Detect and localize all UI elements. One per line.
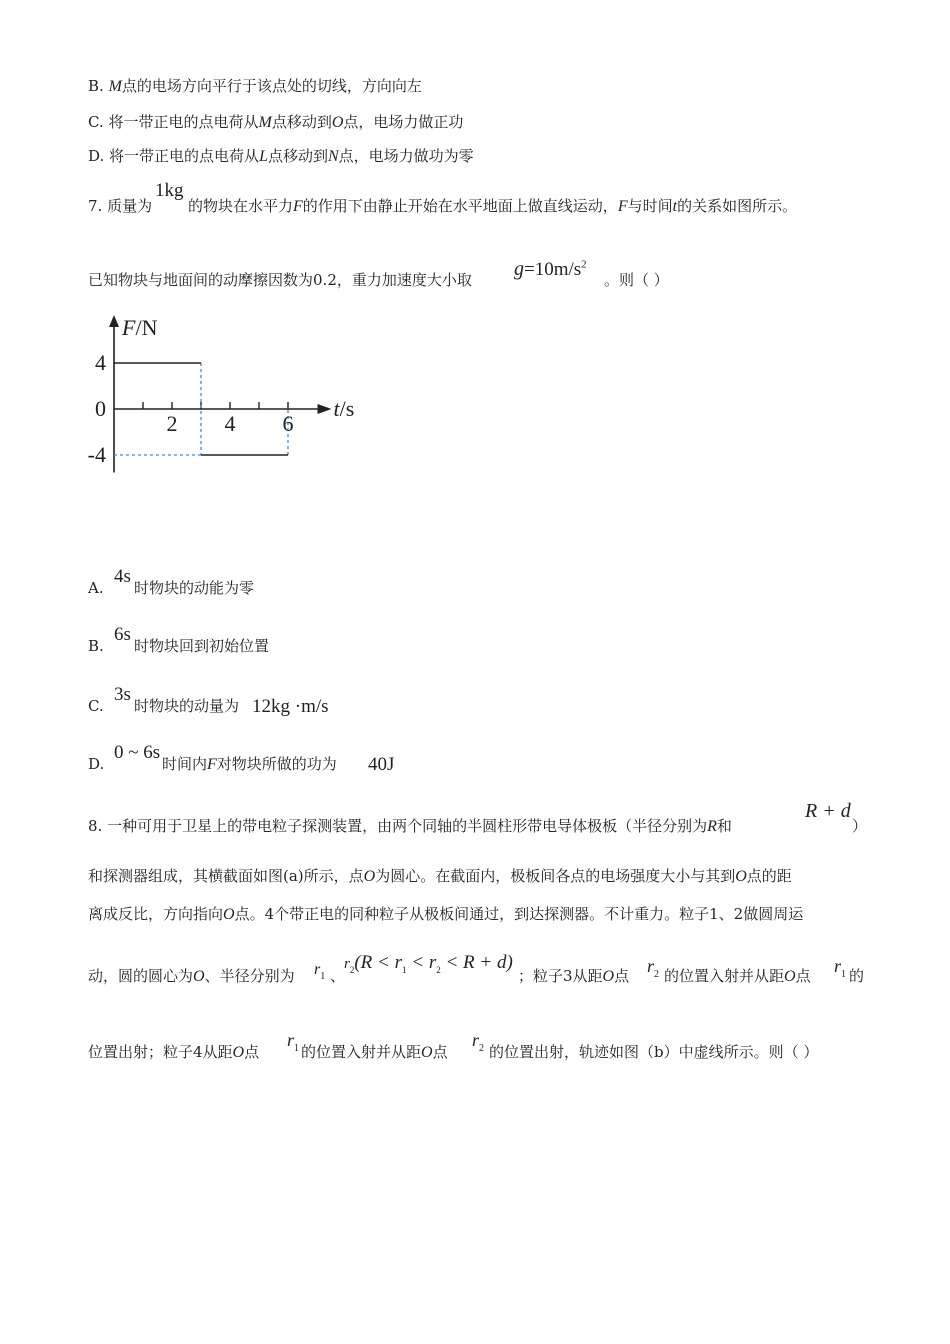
- q7-line1-rest: [188, 196, 797, 217]
- f-t-chart: [80, 305, 380, 505]
- question-text: 的: [849, 967, 865, 985]
- option-text: 时间内: [162, 755, 208, 773]
- var-r: r: [647, 956, 655, 976]
- gravity-value: =10m/s: [524, 259, 582, 280]
- option-label: D.: [88, 147, 105, 165]
- q8-r1b: [834, 956, 846, 980]
- question-text: 、半径分别为: [204, 967, 295, 985]
- inequality: (R < r: [354, 952, 402, 973]
- question-text: 为圆心。在截面内，极板间各点的电场强度大小与其到: [375, 867, 736, 885]
- var-m: M: [108, 78, 122, 95]
- q8-line4-rest2: [664, 966, 811, 987]
- q8-r-plus-d: [805, 800, 851, 823]
- q8-r2b: [647, 956, 659, 980]
- y-axis-label: F/N: [122, 315, 158, 340]
- q8-line4-end: [849, 966, 864, 986]
- question-text: 8. 一种可用于卫星上的带电粒子探测装置，由两个同轴的半圆柱形带电导体极板（半径分别为: [88, 817, 708, 835]
- x-tick-label: 6: [282, 411, 294, 436]
- q7-option-text: [162, 754, 337, 775]
- var-g: g: [514, 258, 524, 280]
- var-r: r: [834, 956, 842, 976]
- q8-line1-end: [852, 816, 867, 836]
- question-text: 点。4个带正电的同种粒子从极板间通过，到达探测器。不计重力。粒子1、2做圆周运: [234, 905, 804, 923]
- y-tick-label: 0: [95, 396, 106, 421]
- y-tick-label: -4: [87, 442, 106, 467]
- var-o: O: [363, 868, 376, 885]
- y-tick-label: 4: [95, 350, 106, 375]
- subscript: 2: [436, 964, 441, 975]
- var-o: O: [193, 968, 205, 985]
- q7-option-label: B.: [88, 637, 104, 655]
- q8-line4: [88, 966, 295, 987]
- q7-option-label: C.: [88, 697, 104, 715]
- q7-option-text: [134, 636, 269, 656]
- var-r: r: [344, 956, 350, 972]
- question-text: 点: [795, 967, 811, 985]
- x-tick-label: 2: [166, 411, 178, 436]
- question-text: 动，圆的圆心为: [88, 967, 194, 985]
- option-c: [88, 112, 463, 133]
- option-text: 点，电场力做功为零: [338, 147, 474, 165]
- q7-option-math: 6s: [114, 624, 131, 645]
- q7-mass: 1kg: [155, 180, 184, 201]
- question-text: 点: [432, 1043, 448, 1061]
- q8-line1: [88, 816, 732, 837]
- option-d: [88, 146, 474, 167]
- question-text: 与时间: [627, 197, 673, 215]
- var-m: M: [258, 114, 272, 131]
- q8-line5: [88, 1042, 259, 1063]
- var-o: O: [735, 868, 747, 885]
- subscript: 2: [349, 964, 355, 975]
- question-text: 已知物块与地面间的动摩擦因数为0.2，重力加速度大小取: [88, 271, 472, 289]
- x-tick-label: 4: [224, 411, 236, 436]
- option-text: 时物块的动量为: [134, 697, 240, 715]
- var-o: O: [232, 1044, 245, 1061]
- question-text: 的作用下由静止开始在水平地面上做直线运动，: [302, 197, 618, 215]
- x-axis-label: t/s: [333, 396, 355, 421]
- q8-line4-rest: [518, 966, 629, 987]
- q8-sep: 、: [330, 967, 346, 985]
- subscript: 2: [654, 968, 660, 980]
- gravity-exponent: 2: [581, 258, 587, 271]
- q7-option-math2: 12kg ·m/s: [252, 696, 329, 717]
- q8-r2-ineq: [344, 952, 513, 975]
- var-r: r: [314, 961, 321, 978]
- question-text: ；粒子3从距: [518, 967, 603, 985]
- q7-option-label: D.: [88, 755, 105, 773]
- question-text: 和: [716, 817, 732, 835]
- q7-option-math2: 40J: [368, 754, 395, 775]
- x-axis-arrow: [318, 404, 332, 414]
- option-text: 点的电场方向平行于该点处的切线，方向向左: [121, 77, 422, 95]
- y-axis-arrow: [109, 315, 119, 327]
- inequality: < R + d): [440, 952, 513, 973]
- q7-option-math: 4s: [114, 566, 131, 587]
- option-text: 时物块的动能为零: [134, 579, 255, 597]
- question-text: 离成反比，方向指向: [88, 905, 224, 923]
- option-b: [88, 76, 422, 97]
- q7-option-label: A.: [88, 579, 104, 597]
- option-text: 对物块所做的功为: [216, 755, 337, 773]
- q7-option-text: [134, 696, 239, 716]
- q7-option-math: 3s: [114, 684, 131, 705]
- q8-line2: [88, 866, 792, 887]
- q8-r2c: [472, 1030, 484, 1054]
- option-text: 点移动到: [267, 147, 328, 165]
- q8-line5-rest: [301, 1042, 448, 1063]
- var-f: F: [207, 756, 217, 773]
- option-text: 时物块回到初始位置: [134, 637, 270, 655]
- q7-option-math: 0 ~ 6s: [114, 742, 161, 763]
- var-f: F: [293, 198, 303, 215]
- var-o: O: [421, 1044, 433, 1061]
- option-label: B.: [88, 77, 104, 95]
- var-l: L: [259, 148, 268, 165]
- option-text: 将一带正电的点电荷从: [109, 147, 260, 165]
- var-r: r: [287, 1030, 295, 1050]
- subscript: 1: [841, 968, 847, 980]
- subscript: 1: [402, 964, 407, 975]
- question-text: 点: [244, 1043, 260, 1061]
- option-text: 点，电场力做正功: [343, 113, 464, 131]
- question-text: 的物块在水平力: [188, 197, 294, 215]
- var-o: O: [223, 906, 235, 923]
- option-label: C.: [88, 113, 104, 131]
- question-text: 的位置出射，轨迹如图（b）中虚线所示。则（ ）: [489, 1043, 819, 1061]
- question-text: 点: [614, 967, 630, 985]
- q7-option-text: [134, 578, 254, 598]
- question-text: 的位置入射并从距: [301, 1043, 422, 1061]
- question-text: 点的距: [746, 867, 792, 885]
- q7-gravity: [514, 258, 587, 281]
- q7-line2: [88, 270, 472, 290]
- var-f: F: [617, 198, 628, 215]
- subscript: 2: [479, 1042, 485, 1054]
- var-o: O: [331, 114, 344, 131]
- var-r: r: [472, 1030, 480, 1050]
- q8-line3: [88, 904, 803, 925]
- subscript: 1: [320, 970, 326, 982]
- q8-r1c: [287, 1030, 299, 1054]
- var-o: O: [784, 968, 796, 985]
- q8-line5-end: [489, 1042, 818, 1062]
- var-n: N: [327, 148, 339, 165]
- question-text: 和探测器组成，其横截面如图(a)所示，点: [88, 867, 364, 885]
- var-t: t: [672, 198, 678, 215]
- question-text: 的位置入射并从距: [664, 967, 785, 985]
- q7-line1: [88, 196, 152, 216]
- question-number: 7. 质量为: [88, 197, 153, 215]
- question-text: ）: [852, 817, 868, 835]
- question-text: 位置出射；粒子4从距: [88, 1043, 233, 1061]
- q8-r1: [314, 958, 325, 982]
- q7-line2-end: [604, 270, 669, 290]
- var-r: R: [707, 818, 717, 835]
- var-r-plus-d: R + d: [805, 800, 851, 822]
- question-text: 。则（ ）: [604, 271, 669, 289]
- question-text: 的关系如图所示。: [677, 197, 798, 215]
- option-text: 将一带正电的点电荷从: [108, 113, 259, 131]
- option-text: 点移动到: [271, 113, 332, 131]
- var-o: O: [602, 968, 615, 985]
- inequality: < r: [406, 952, 437, 973]
- subscript: 1: [294, 1042, 300, 1054]
